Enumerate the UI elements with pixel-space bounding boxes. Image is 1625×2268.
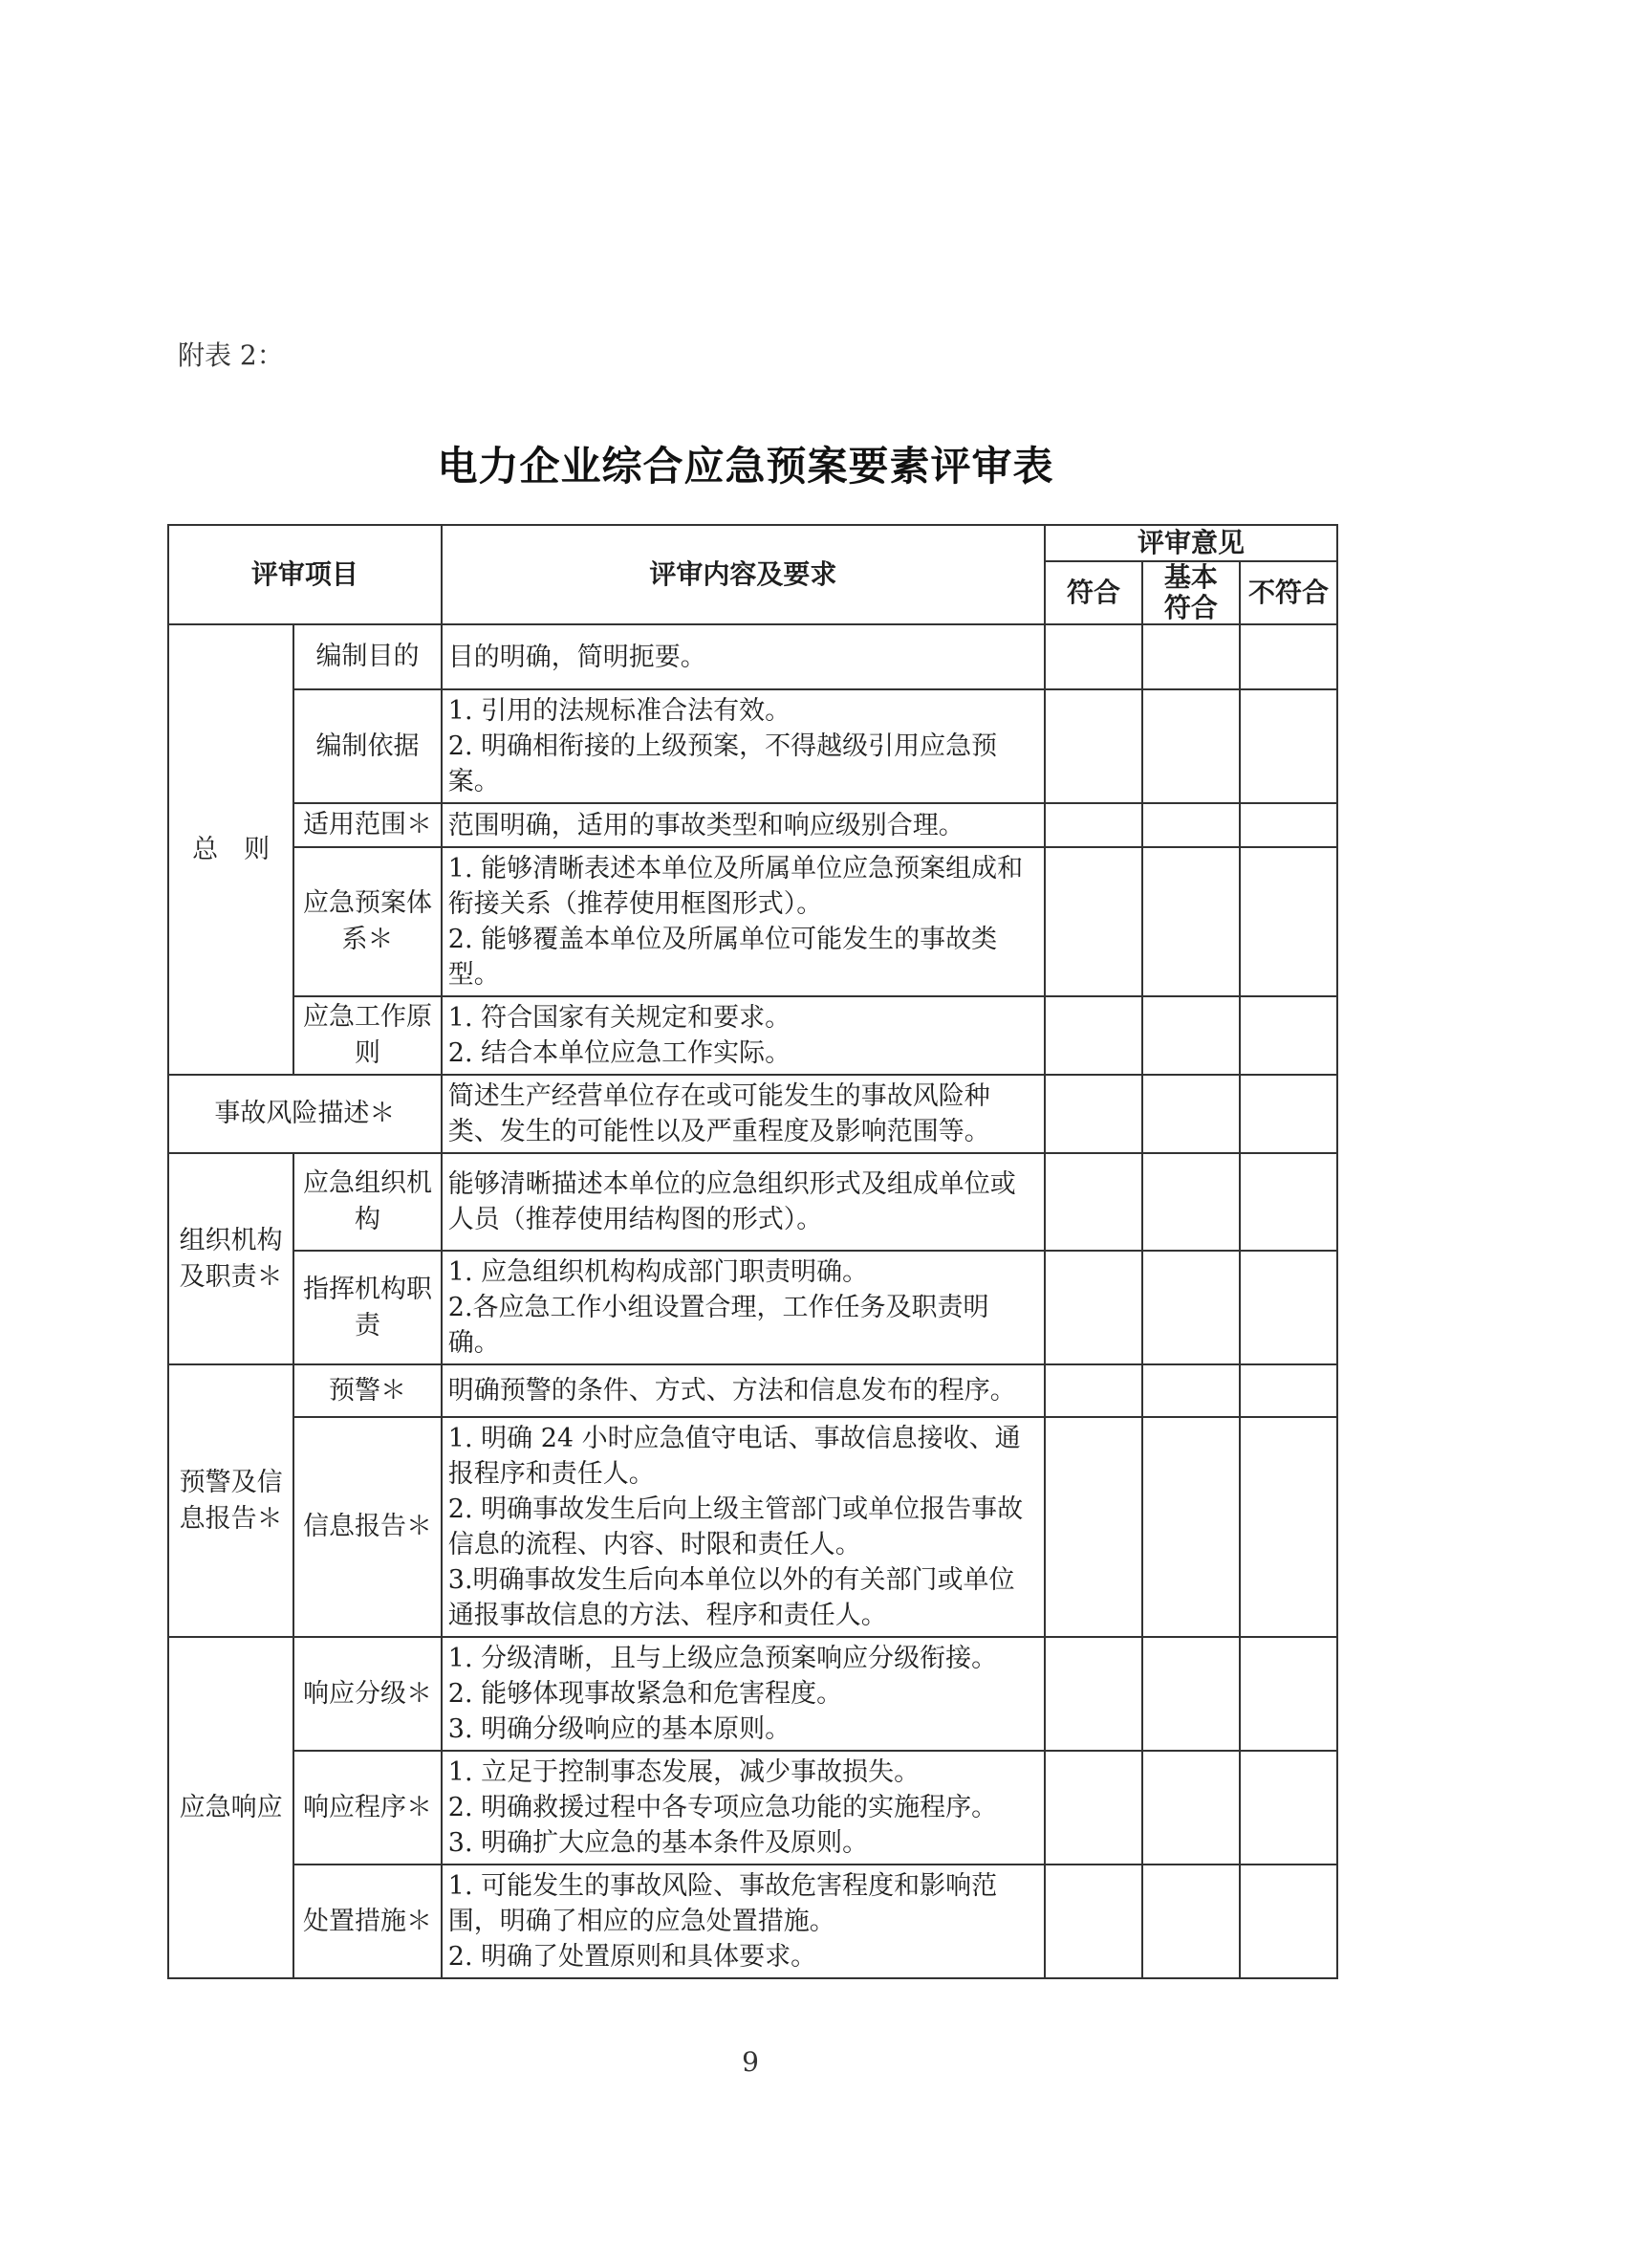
not-conform-cell[interactable] — [1240, 1417, 1337, 1637]
requirement-cell: 1. 能够清晰表述本单位及所属单位应急预案组成和衔接关系（推荐使用框图形式）。 2. 能够覆盖本单位及所属单位可能发生的事故类型。 — [442, 847, 1045, 996]
not-conform-cell[interactable] — [1240, 1637, 1337, 1751]
basic-conform-cell[interactable] — [1142, 1364, 1240, 1417]
not-conform-cell[interactable] — [1240, 1865, 1337, 1978]
basic-conform-cell[interactable] — [1142, 689, 1240, 803]
table-row — [168, 847, 1337, 996]
conform-cell[interactable] — [1045, 803, 1142, 847]
conform-cell[interactable] — [1045, 996, 1142, 1075]
not-conform-cell[interactable] — [1240, 803, 1337, 847]
basic-conform-cell[interactable] — [1142, 803, 1240, 847]
table-row — [168, 996, 1337, 1075]
category-general: 总 则 — [168, 624, 293, 1075]
requirement-cell: 1. 可能发生的事故风险、事故危害程度和影响范围，明确了相应的应急处置措施。 2. 明确了处置原则和具体要求。 — [442, 1865, 1045, 1978]
conform-cell[interactable] — [1045, 689, 1142, 803]
basic-conform-cell[interactable] — [1142, 1153, 1240, 1251]
requirement-cell: 范围明确，适用的事故类型和响应级别合理。 — [442, 803, 1045, 847]
requirement-cell: 1. 分级清晰，且与上级应急预案响应分级衔接。 2. 能够体现事故紧急和危害程度。 3. 明确分级响应的基本原则。 — [442, 1637, 1045, 1751]
basic-conform-cell[interactable] — [1142, 1751, 1240, 1865]
not-conform-cell[interactable] — [1240, 1751, 1337, 1865]
sub-item: 响应分级＊ — [293, 1637, 442, 1751]
requirement-cell: 1. 符合国家有关规定和要求。 2. 结合本单位应急工作实际。 — [442, 996, 1045, 1075]
conform-cell[interactable] — [1045, 1251, 1142, 1364]
conform-cell[interactable] — [1045, 1364, 1142, 1417]
category-warning: 预警及信息报告＊ — [168, 1364, 293, 1637]
sub-item: 指挥机构职责 — [293, 1251, 442, 1364]
category-risk: 事故风险描述＊ — [168, 1075, 442, 1153]
basic-conform-cell[interactable] — [1142, 624, 1240, 689]
category-response: 应急响应 — [168, 1637, 293, 1978]
requirement-cell: 1. 引用的法规标准合法有效。 2. 明确相衔接的上级预案，不得越级引用应急预案。 — [442, 689, 1045, 803]
basic-conform-cell[interactable] — [1142, 1637, 1240, 1751]
requirement-cell: 1. 应急组织机构构成部门职责明确。 2.各应急工作小组设置合理，工作任务及职责明确。 — [442, 1251, 1045, 1364]
header-content: 评审内容及要求 — [442, 525, 1045, 624]
table-row — [168, 803, 1337, 847]
table-row — [168, 1865, 1337, 1978]
sub-item: 响应程序＊ — [293, 1751, 442, 1865]
conform-cell[interactable] — [1045, 624, 1142, 689]
table-row — [168, 1364, 1337, 1417]
table-row — [168, 1417, 1337, 1637]
attachment-label: 附表 2： — [178, 339, 284, 371]
not-conform-cell[interactable] — [1240, 689, 1337, 803]
basic-conform-cell[interactable] — [1142, 1865, 1240, 1978]
table-row — [168, 689, 1337, 803]
table-row — [168, 1153, 1337, 1251]
sub-item: 信息报告＊ — [293, 1417, 442, 1637]
basic-conform-cell[interactable] — [1142, 1251, 1240, 1364]
sub-item: 编制目的 — [293, 624, 442, 689]
conform-cell[interactable] — [1045, 1075, 1142, 1153]
sub-item: 处置措施＊ — [293, 1865, 442, 1978]
basic-conform-cell[interactable] — [1142, 1075, 1240, 1153]
header-opinion: 评审意见 — [1045, 525, 1337, 561]
requirement-cell: 1. 明确 24 小时应急值守电话、事故信息接收、通报程序和责任人。 2. 明确事故发生后向上级主管部门或单位报告事故信息的流程、内容、时限和责任人。 3.明确事故发生后向本单位以外的有关部门或单位通报事故信息的方法、程序和责任人。 — [442, 1417, 1045, 1637]
sub-item: 应急组织机构 — [293, 1153, 442, 1251]
sub-item: 应急预案体系＊ — [293, 847, 442, 996]
header-item: 评审项目 — [168, 525, 442, 624]
requirement-cell: 明确预警的条件、方式、方法和信息发布的程序。 — [442, 1364, 1045, 1417]
not-conform-cell[interactable] — [1240, 1364, 1337, 1417]
conform-cell[interactable] — [1045, 1417, 1142, 1637]
requirement-cell: 能够清晰描述本单位的应急组织形式及组成单位或人员（推荐使用结构图的形式）。 — [442, 1153, 1045, 1251]
page-number: 9 — [742, 2046, 759, 2078]
table-row — [168, 1751, 1337, 1865]
basic-conform-cell[interactable] — [1142, 996, 1240, 1075]
not-conform-cell[interactable] — [1240, 1153, 1337, 1251]
conform-cell[interactable] — [1045, 1751, 1142, 1865]
header-basic-conform: 基本 符合 — [1142, 561, 1240, 624]
not-conform-cell[interactable] — [1240, 996, 1337, 1075]
header-not-conform: 不符合 — [1240, 561, 1337, 624]
requirement-cell: 1. 立足于控制事态发展，减少事故损失。 2. 明确救援过程中各专项应急功能的实施程序。 3. 明确扩大应急的基本条件及原则。 — [442, 1751, 1045, 1865]
conform-cell[interactable] — [1045, 1865, 1142, 1978]
sub-item: 编制依据 — [293, 689, 442, 803]
not-conform-cell[interactable] — [1240, 847, 1337, 996]
header-conform: 符合 — [1045, 561, 1142, 624]
conform-cell[interactable] — [1045, 1153, 1142, 1251]
sub-item: 应急工作原则 — [293, 996, 442, 1075]
conform-cell[interactable] — [1045, 1637, 1142, 1751]
table-row — [168, 624, 1337, 689]
basic-conform-cell[interactable] — [1142, 847, 1240, 996]
table-row — [168, 1075, 1337, 1153]
not-conform-cell[interactable] — [1240, 624, 1337, 689]
sub-item: 适用范围＊ — [293, 803, 442, 847]
table-row — [168, 1637, 1337, 1751]
conform-cell[interactable] — [1045, 847, 1142, 996]
not-conform-cell[interactable] — [1240, 1251, 1337, 1364]
page-title: 电力企业综合应急预案要素评审表 — [437, 443, 1054, 490]
requirement-cell: 简述生产经营单位存在或可能发生的事故风险种类、发生的可能性以及严重程度及影响范围等。 — [442, 1075, 1045, 1153]
basic-conform-cell[interactable] — [1142, 1417, 1240, 1637]
review-table — [167, 524, 1338, 1979]
category-organization: 组织机构及职责＊ — [168, 1153, 293, 1364]
requirement-cell: 目的明确，简明扼要。 — [442, 624, 1045, 689]
sub-item: 预警＊ — [293, 1364, 442, 1417]
table-row — [168, 1251, 1337, 1364]
not-conform-cell[interactable] — [1240, 1075, 1337, 1153]
